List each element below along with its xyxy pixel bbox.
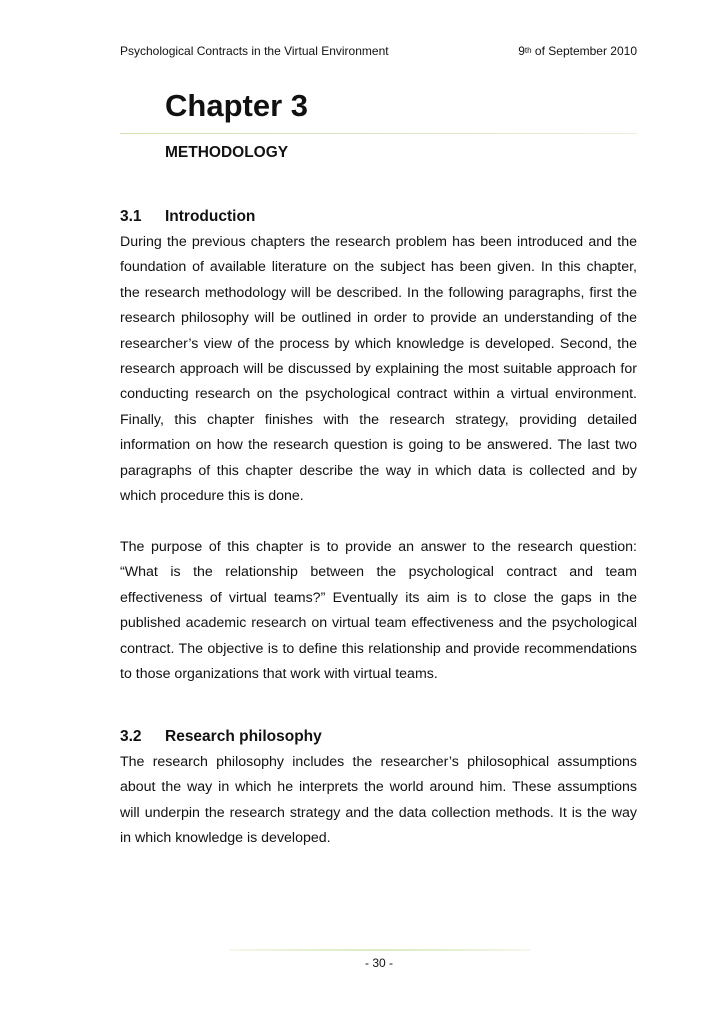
page-number: - 30 - [364, 956, 393, 970]
chapter-subtitle: METHODOLOGY [165, 144, 289, 161]
chapter-divider [120, 133, 637, 134]
paragraph-introduction-1: During the previous chapters the research problem has been introduced and the foundation of available literature on the subject has been given. In this chapter, the research methodology will be described. In the following paragraphs, first the research philosophy will be outlined in order to provide an understanding of the researcher’s view of the process by which knowledge is developed. Second, the research approach will be discussed by explaining the most suitable approach for conducting research on the psychological contract within a virtual environment. Finally, this chapter finishes with the research strategy, providing detailed information on how the research question is going to be answered. The last two paragraphs of this chapter describe the way in which data is collected and by which procedure this is done. [120, 234, 637, 505]
header-date [518, 44, 637, 60]
section-heading-research-philosophy [120, 728, 637, 746]
section-number: 3.1 [120, 208, 142, 225]
section-title: Research philosophy [165, 728, 322, 745]
header-date-suffix: th [524, 46, 532, 55]
section-heading-introduction [120, 208, 637, 226]
section-number: 3.2 [120, 728, 142, 745]
paragraph-research-philosophy-1: The research philosophy includes the researcher’s philosophical assumptions about the way in which he interprets the world around him. These assumptions will underpin the research strategy and the data collection methods. It is the way in which knowledge is developed. [120, 754, 637, 847]
footer-divider [230, 949, 530, 951]
header-date-rest: of September 2010 [531, 44, 637, 58]
header-title: Psychological Contracts in the Virtual Environment [120, 44, 389, 58]
section-title: Introduction [165, 208, 256, 225]
chapter-title: Chapter 3 [165, 88, 308, 123]
header-date-day: 9 [518, 44, 525, 58]
paragraph-introduction-2: The purpose of this chapter is to provide an answer to the research question: “What is the relationship between the psychological contract and team effectiveness of virtual teams?” Eventually its aim is to close the gaps in the published academic research on virtual team effectiveness and the psychological contract. The objective is to define this relationship and provide recommendations to those organizations that work with virtual teams. [120, 539, 637, 683]
